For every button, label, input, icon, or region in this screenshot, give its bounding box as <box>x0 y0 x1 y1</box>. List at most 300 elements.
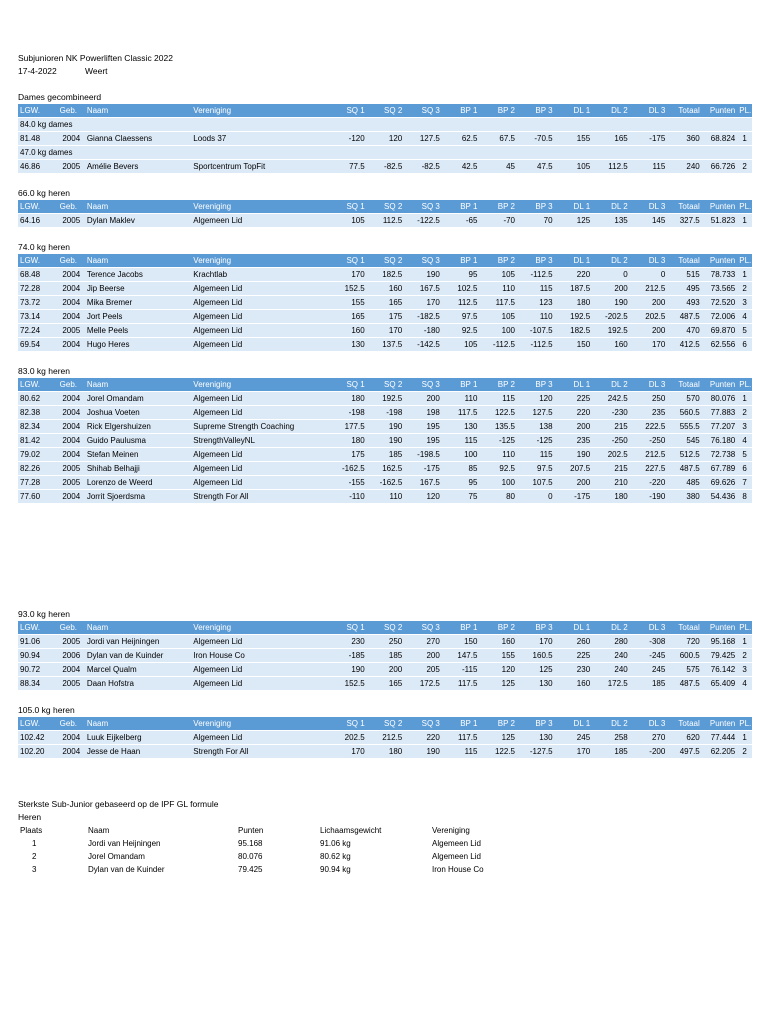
table-cell: 200 <box>404 392 442 406</box>
table-cell: 147.5 <box>442 649 480 663</box>
table-cell: 5 <box>737 324 752 338</box>
table-cell: 62.5 <box>442 132 480 146</box>
table-cell: 110 <box>442 392 480 406</box>
table-cell: 82.38 <box>18 406 58 420</box>
table-cell: 1 <box>737 392 752 406</box>
table-cell: 100 <box>442 448 480 462</box>
table-cell: 200 <box>367 663 405 677</box>
table-cell: 185 <box>630 677 668 691</box>
column-header: SQ 3 <box>404 378 442 392</box>
table-cell: Jorel Omandam <box>85 392 191 406</box>
column-header: DL 2 <box>592 200 630 214</box>
table-cell: 210 <box>592 476 630 490</box>
table-row <box>18 663 752 677</box>
table-cell: -125 <box>479 434 517 448</box>
table-cell: 245 <box>630 663 668 677</box>
summary-cell: 2 <box>32 852 37 861</box>
table-cell: 112.5 <box>592 160 630 174</box>
summary-column-header: Plaats <box>20 826 43 835</box>
table-cell: 230 <box>555 663 593 677</box>
table-cell: 145 <box>630 214 668 228</box>
table-row <box>18 434 752 448</box>
table-cell: 180 <box>367 745 405 759</box>
column-header: BP 3 <box>517 200 555 214</box>
table-cell: 80 <box>479 490 517 504</box>
column-header: DL 3 <box>630 104 668 118</box>
table-cell: 73.565 <box>702 282 737 296</box>
table-cell: 0 <box>592 268 630 282</box>
table-cell: 138 <box>517 420 555 434</box>
table-cell: 117.5 <box>442 406 480 420</box>
table-cell: 150 <box>442 635 480 649</box>
document-date: 17-4-2022 <box>18 66 57 76</box>
column-header: DL 2 <box>592 378 630 392</box>
column-header: SQ 3 <box>404 621 442 635</box>
table-cell: 80.076 <box>702 392 737 406</box>
column-header: DL 1 <box>555 378 593 392</box>
table-cell: 165 <box>367 677 405 691</box>
table-cell: -308 <box>630 635 668 649</box>
column-header: SQ 2 <box>367 621 405 635</box>
table-cell: 150 <box>555 338 593 352</box>
column-header: SQ 2 <box>367 378 405 392</box>
table-cell: Shihab Belhajji <box>85 462 191 476</box>
table-cell: 240 <box>667 160 701 174</box>
table-cell: -245 <box>630 649 668 663</box>
table-cell: 62.205 <box>702 745 737 759</box>
table-cell: 125 <box>479 677 517 691</box>
table-row <box>18 268 752 282</box>
table-cell: Algemeen Lid <box>191 476 329 490</box>
section-title: 66.0 kg heren <box>18 188 70 198</box>
table-cell: 1 <box>737 731 752 745</box>
column-header: Geb. <box>58 200 85 214</box>
table-cell: 130 <box>517 677 555 691</box>
table-cell: 180 <box>555 296 593 310</box>
column-header: Totaal <box>667 200 701 214</box>
table-cell: -82.5 <box>367 160 405 174</box>
column-header: BP 1 <box>442 200 480 214</box>
column-header: PL. <box>737 104 752 118</box>
table-cell: Jorrit Sjoerdsma <box>85 490 191 504</box>
table-cell: 2004 <box>58 731 85 745</box>
table-cell: 250 <box>630 392 668 406</box>
table-cell: 105 <box>479 310 517 324</box>
table-cell: 69.870 <box>702 324 737 338</box>
table-cell: 91.06 <box>18 635 58 649</box>
table-cell: Strength For All <box>191 490 329 504</box>
table-cell: 97.5 <box>517 462 555 476</box>
table-cell: 495 <box>667 282 701 296</box>
table-cell: 185 <box>367 649 405 663</box>
table-cell: 92.5 <box>442 324 480 338</box>
table-cell: 115 <box>442 745 480 759</box>
table-cell: -70 <box>479 214 517 228</box>
table-cell: 46.86 <box>18 160 58 174</box>
column-header: Geb. <box>58 254 85 268</box>
table-cell: 493 <box>667 296 701 310</box>
column-header: Vereniging <box>191 104 329 118</box>
table-cell: -127.5 <box>517 745 555 759</box>
summary-cell: Jordi van Heijningen <box>88 839 161 848</box>
column-header: BP 2 <box>479 254 517 268</box>
table-cell: 4 <box>737 677 752 691</box>
table-cell: 120 <box>404 490 442 504</box>
table-cell: 600.5 <box>667 649 701 663</box>
table-cell: 182.5 <box>555 324 593 338</box>
column-header: DL 1 <box>555 254 593 268</box>
table-cell: -185 <box>329 649 367 663</box>
results-table <box>18 621 752 691</box>
column-header: BP 1 <box>442 378 480 392</box>
table-cell: -125 <box>517 434 555 448</box>
table-cell: 79.425 <box>702 649 737 663</box>
table-cell: 515 <box>667 268 701 282</box>
table-cell: 485 <box>667 476 701 490</box>
column-header: LGW. <box>18 254 58 268</box>
table-cell: 160 <box>592 338 630 352</box>
column-header: Punten <box>702 621 737 635</box>
column-header: DL 3 <box>630 717 668 731</box>
table-cell: 575 <box>667 663 701 677</box>
table-cell: 720 <box>667 635 701 649</box>
table-cell: 245 <box>555 731 593 745</box>
table-cell: -112.5 <box>479 338 517 352</box>
table-cell: 185 <box>592 745 630 759</box>
table-cell: Algemeen Lid <box>191 462 329 476</box>
column-header: SQ 3 <box>404 200 442 214</box>
table-cell: Algemeen Lid <box>191 731 329 745</box>
table-cell: 200 <box>555 420 593 434</box>
table-cell: 102.42 <box>18 731 58 745</box>
table-cell: 202.5 <box>329 731 367 745</box>
table-cell: 200 <box>592 282 630 296</box>
table-cell: 512.5 <box>667 448 701 462</box>
summary-row <box>18 850 538 863</box>
column-header: Naam <box>85 104 191 118</box>
table-cell: 497.5 <box>667 745 701 759</box>
table-row <box>18 731 752 745</box>
column-header: SQ 1 <box>329 104 367 118</box>
table-cell: Terence Jacobs <box>85 268 191 282</box>
column-header: DL 1 <box>555 200 593 214</box>
table-cell: 95 <box>442 476 480 490</box>
column-header: PL. <box>737 717 752 731</box>
table-cell: 100 <box>479 476 517 490</box>
table-cell: 250 <box>367 635 405 649</box>
column-header: SQ 2 <box>367 254 405 268</box>
table-cell: 230 <box>329 635 367 649</box>
table-cell: 177.5 <box>329 420 367 434</box>
summary-cell: 80.62 kg <box>320 852 351 861</box>
column-header: Totaal <box>667 621 701 635</box>
summary-cell: 95.168 <box>238 839 263 848</box>
table-cell: Algemeen Lid <box>191 406 329 420</box>
table-cell: 2005 <box>58 476 85 490</box>
table-cell: 125 <box>479 731 517 745</box>
table-cell: 220 <box>555 268 593 282</box>
table-row <box>18 745 752 759</box>
table-cell: 75 <box>442 490 480 504</box>
table-cell: 180 <box>592 490 630 504</box>
table-cell: 110 <box>367 490 405 504</box>
document-date-place <box>18 65 752 78</box>
column-header: SQ 2 <box>367 200 405 214</box>
column-header: PL. <box>737 378 752 392</box>
column-header: PL. <box>737 254 752 268</box>
column-header: BP 3 <box>517 378 555 392</box>
table-cell: 5 <box>737 448 752 462</box>
column-header: SQ 1 <box>329 621 367 635</box>
table-cell: 67.789 <box>702 462 737 476</box>
summary-cell: 79.425 <box>238 865 263 874</box>
table-header-row <box>18 254 752 268</box>
table-cell: -65 <box>442 214 480 228</box>
column-header: SQ 2 <box>367 104 405 118</box>
table-cell: 112.5 <box>367 214 405 228</box>
table-cell: 72.520 <box>702 296 737 310</box>
table-cell: 2004 <box>58 448 85 462</box>
table-cell: 225 <box>555 392 593 406</box>
table-row <box>18 476 752 490</box>
table-row <box>18 677 752 691</box>
column-header: DL 1 <box>555 621 593 635</box>
column-header: DL 3 <box>630 378 668 392</box>
column-header: BP 2 <box>479 621 517 635</box>
table-cell: 2004 <box>58 490 85 504</box>
table-cell: Hugo Heres <box>85 338 191 352</box>
table-cell: 127.5 <box>404 132 442 146</box>
table-cell: 67.5 <box>479 132 517 146</box>
table-cell: 112.5 <box>442 296 480 310</box>
table-cell: 82.26 <box>18 462 58 476</box>
table-cell: 200 <box>404 649 442 663</box>
table-row <box>18 490 752 504</box>
table-cell: Loods 37 <box>191 132 329 146</box>
table-cell: 160.5 <box>517 649 555 663</box>
table-cell: -142.5 <box>404 338 442 352</box>
table-cell: 3 <box>737 663 752 677</box>
summary-column-header: Lichaamsgewicht <box>320 826 382 835</box>
table-cell: 152.5 <box>329 282 367 296</box>
table-cell: 1 <box>737 214 752 228</box>
table-cell: 2004 <box>58 434 85 448</box>
table-cell: 2004 <box>58 268 85 282</box>
table-cell: 77.883 <box>702 406 737 420</box>
table-row <box>18 338 752 352</box>
column-header: Naam <box>85 621 191 635</box>
table-cell: 105 <box>442 338 480 352</box>
table-cell: 76.142 <box>702 663 737 677</box>
table-cell: Algemeen Lid <box>191 635 329 649</box>
table-cell: 78.733 <box>702 268 737 282</box>
column-header: DL 2 <box>592 104 630 118</box>
table-cell: Dylan van de Kuinder <box>85 649 191 663</box>
table-cell: 175 <box>367 310 405 324</box>
table-cell: 152.5 <box>329 677 367 691</box>
results-sections <box>18 91 752 772</box>
table-cell: -200 <box>630 745 668 759</box>
table-cell: -162.5 <box>329 462 367 476</box>
weight-class-label: 84.0 kg dames <box>18 118 752 132</box>
table-cell: 68.824 <box>702 132 737 146</box>
table-cell: 360 <box>667 132 701 146</box>
table-cell: -250 <box>630 434 668 448</box>
table-cell: -250 <box>592 434 630 448</box>
column-header: LGW. <box>18 717 58 731</box>
summary-cell: 3 <box>32 865 37 874</box>
table-row <box>18 406 752 420</box>
column-header: Naam <box>85 254 191 268</box>
table-cell: 220 <box>404 731 442 745</box>
table-cell: 2004 <box>58 745 85 759</box>
table-cell: 270 <box>630 731 668 745</box>
table-cell: 160 <box>329 324 367 338</box>
column-header: SQ 1 <box>329 717 367 731</box>
table-header-row <box>18 200 752 214</box>
table-cell: Gianna Claessens <box>85 132 191 146</box>
section-title: 74.0 kg heren <box>18 242 70 252</box>
table-cell: 195 <box>404 420 442 434</box>
table-cell: 117.5 <box>442 731 480 745</box>
column-header: Totaal <box>667 717 701 731</box>
table-cell: Jort Peels <box>85 310 191 324</box>
table-cell: 77.444 <box>702 731 737 745</box>
column-header: LGW. <box>18 200 58 214</box>
summary-title: Sterkste Sub-Junior gebaseerd op de IPF GL formule <box>18 799 219 809</box>
table-cell: Algemeen Lid <box>191 214 329 228</box>
table-cell: 190 <box>404 745 442 759</box>
column-header: SQ 3 <box>404 104 442 118</box>
table-cell: 570 <box>667 392 701 406</box>
table-cell: 77.207 <box>702 420 737 434</box>
table-cell: 115 <box>479 392 517 406</box>
column-header: Totaal <box>667 254 701 268</box>
table-cell: 72.006 <box>702 310 737 324</box>
table-cell: 102.20 <box>18 745 58 759</box>
table-cell: 555.5 <box>667 420 701 434</box>
table-cell: Algemeen Lid <box>191 282 329 296</box>
column-header: Totaal <box>667 378 701 392</box>
column-header: DL 3 <box>630 621 668 635</box>
summary-cell: 1 <box>32 839 37 848</box>
column-header: BP 1 <box>442 104 480 118</box>
table-cell: -198 <box>329 406 367 420</box>
table-cell: 190 <box>367 420 405 434</box>
summary-cell: 90.94 kg <box>320 865 351 874</box>
table-cell: 170 <box>404 296 442 310</box>
table-cell: 72.738 <box>702 448 737 462</box>
table-cell: 165 <box>592 132 630 146</box>
table-cell: -220 <box>630 476 668 490</box>
table-cell: 107.5 <box>517 476 555 490</box>
column-header: Vereniging <box>191 378 329 392</box>
column-header: Geb. <box>58 104 85 118</box>
column-header: DL 2 <box>592 717 630 731</box>
table-cell: 2005 <box>58 160 85 174</box>
table-cell: 260 <box>555 635 593 649</box>
column-header: DL 2 <box>592 621 630 635</box>
table-cell: Krachtlab <box>191 268 329 282</box>
table-cell: 0 <box>630 268 668 282</box>
table-cell: 69.626 <box>702 476 737 490</box>
table-cell: 66.726 <box>702 160 737 174</box>
table-cell: 1 <box>737 635 752 649</box>
table-row <box>18 392 752 406</box>
table-cell: 8 <box>737 490 752 504</box>
table-cell: 215 <box>592 462 630 476</box>
table-cell: 69.54 <box>18 338 58 352</box>
column-header: Vereniging <box>191 200 329 214</box>
table-cell: 172.5 <box>592 677 630 691</box>
table-row <box>18 649 752 663</box>
table-cell: 160 <box>367 282 405 296</box>
table-header-row <box>18 104 752 118</box>
table-cell: 3 <box>737 296 752 310</box>
table-cell: 135.5 <box>479 420 517 434</box>
table-cell: 110 <box>479 282 517 296</box>
table-cell: 190 <box>367 434 405 448</box>
section-title: 83.0 kg heren <box>18 366 70 376</box>
column-header: Geb. <box>58 717 85 731</box>
summary-cell: Algemeen Lid <box>432 852 481 861</box>
table-cell: 470 <box>667 324 701 338</box>
table-cell: 90.72 <box>18 663 58 677</box>
table-cell: 227.5 <box>630 462 668 476</box>
table-cell: -198 <box>367 406 405 420</box>
table-cell: Algemeen Lid <box>191 296 329 310</box>
table-cell: 380 <box>667 490 701 504</box>
table-cell: 258 <box>592 731 630 745</box>
table-cell: 212.5 <box>630 282 668 296</box>
table-cell: 80.62 <box>18 392 58 406</box>
table-cell: Supreme Strength Coaching <box>191 420 329 434</box>
table-cell: 115 <box>630 160 668 174</box>
table-cell: StrengthValleyNL <box>191 434 329 448</box>
table-cell: 105 <box>479 268 517 282</box>
table-cell: Strength For All <box>191 745 329 759</box>
table-cell: 88.34 <box>18 677 58 691</box>
table-cell: 2004 <box>58 406 85 420</box>
column-header: DL 2 <box>592 254 630 268</box>
table-cell: Mika Bremer <box>85 296 191 310</box>
table-cell: 270 <box>404 635 442 649</box>
column-header: Naam <box>85 200 191 214</box>
table-cell: 2005 <box>58 214 85 228</box>
table-cell: 200 <box>555 476 593 490</box>
table-cell: 72.24 <box>18 324 58 338</box>
table-cell: -82.5 <box>404 160 442 174</box>
table-cell: 170 <box>630 338 668 352</box>
table-cell: -107.5 <box>517 324 555 338</box>
column-header: BP 1 <box>442 621 480 635</box>
document-title: Subjunioren NK Powerliften Classic 2022 <box>18 53 173 63</box>
weight-class-label: 47.0 kg dames <box>18 146 752 160</box>
table-cell: -175 <box>630 132 668 146</box>
results-table <box>18 378 752 504</box>
table-cell: 170 <box>329 745 367 759</box>
column-header: SQ 2 <box>367 717 405 731</box>
table-cell: 122.5 <box>479 745 517 759</box>
table-cell: 97.5 <box>442 310 480 324</box>
table-cell: 70 <box>517 214 555 228</box>
table-cell: 6 <box>737 462 752 476</box>
table-cell: 190 <box>404 268 442 282</box>
table-cell: -175 <box>404 462 442 476</box>
results-table <box>18 104 752 174</box>
table-cell: 2005 <box>58 324 85 338</box>
table-cell: 115 <box>442 434 480 448</box>
